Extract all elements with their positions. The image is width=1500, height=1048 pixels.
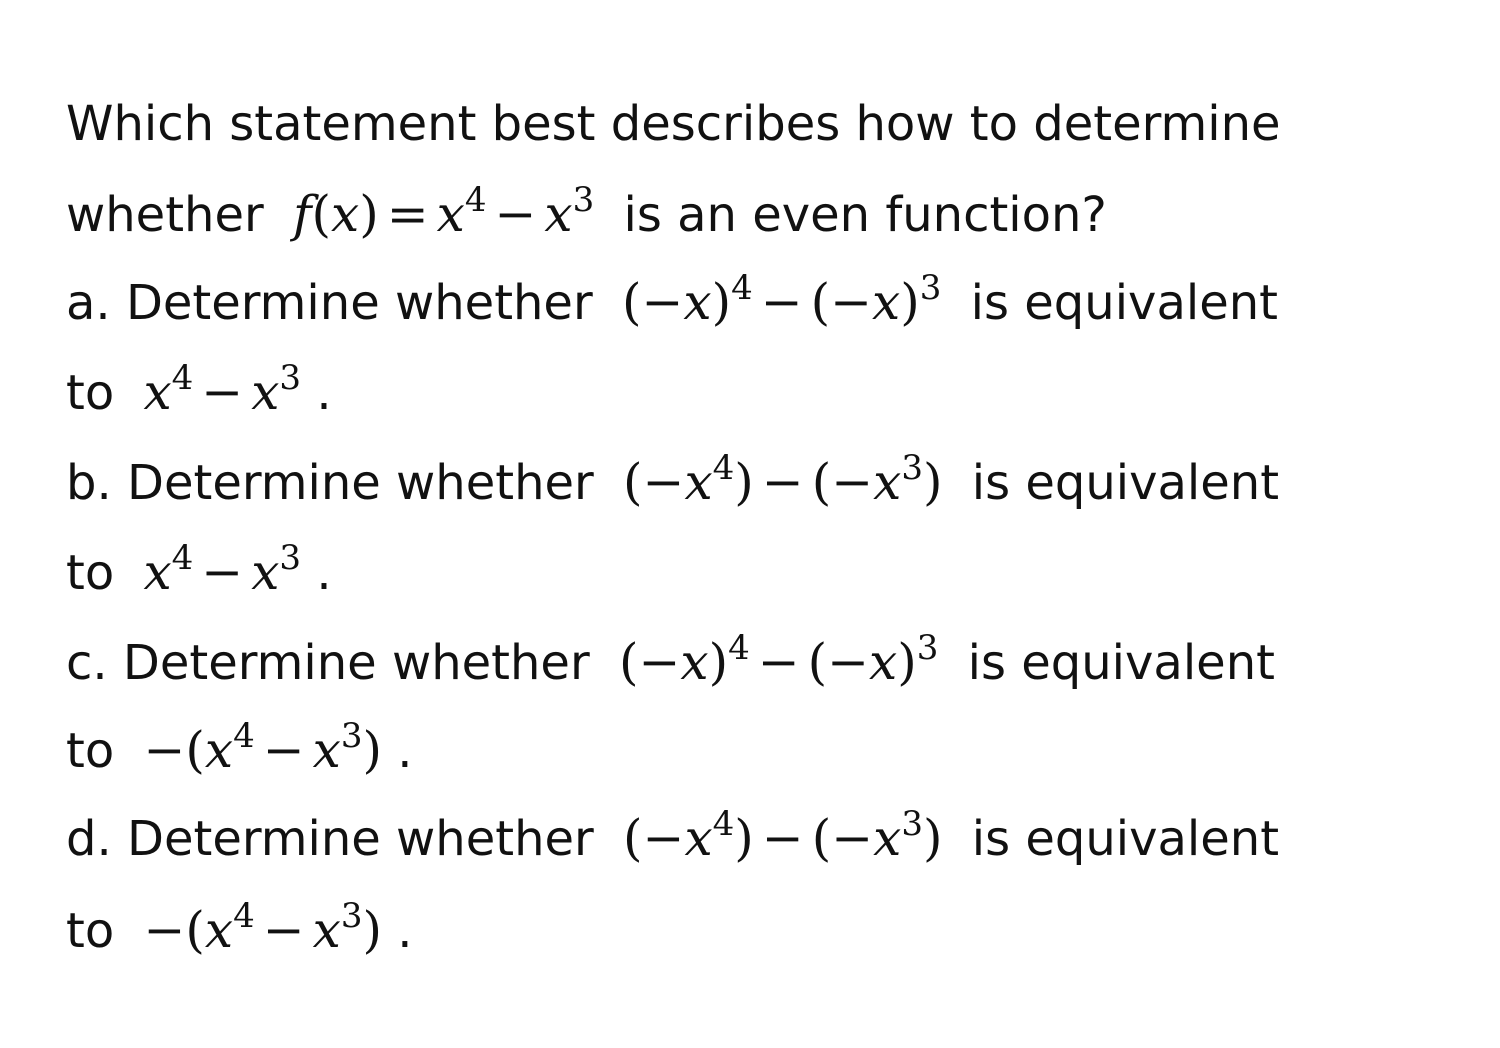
option-letter: d. [66,811,112,867]
option-text: is equivalent [970,275,1278,331]
option-expression: $-(x^4 - x^3)$ [143,896,382,959]
option-b-line-1[interactable] [66,450,1279,520]
option-text: is equivalent [971,811,1280,867]
option-d-line-1[interactable] [66,806,1279,876]
option-text: to [66,723,115,779]
option-text: Determine whether [127,811,594,867]
option-text: Determine whether [122,635,590,691]
option-letter: c. [66,635,108,691]
option-b-line-2[interactable] [66,540,332,610]
option-text: . [316,365,332,421]
option-text: . [316,545,332,601]
option-a-line-2[interactable] [66,360,332,430]
option-text: to [66,545,115,601]
option-c-line-2[interactable] [66,718,413,788]
question-text: whether [66,187,264,243]
question-line-2 [66,182,1107,252]
option-expression: $x^4 - x^3$ [143,358,302,421]
question-text: is an even function? [623,187,1107,243]
option-c-line-1[interactable] [66,630,1275,700]
question-line-1 [66,92,1281,156]
option-letter: a. [66,275,111,331]
option-text: is equivalent [967,635,1275,691]
option-expression: $x^4 - x^3$ [143,538,302,601]
question-text: Which statement best describes how to determine [66,96,1281,152]
option-text: . [397,903,413,959]
option-text: Determine whether [125,275,593,331]
option-expression: $(-x^4) - (-x^3)$ [623,448,943,511]
option-a-line-1[interactable] [66,270,1278,340]
option-text: to [66,365,115,421]
option-expression: $(-x^4) - (-x^3)$ [623,804,943,867]
option-text: . [397,723,413,779]
option-d-line-2[interactable] [66,898,413,968]
option-letter: b. [66,455,112,511]
option-expression: $(-x)^4 - (-x)^3$ [618,628,939,691]
option-text: Determine whether [127,455,594,511]
option-text: to [66,903,115,959]
function-definition: $f(x) = x^4 - x^3$ [292,180,595,243]
option-expression: $(-x)^4 - (-x)^3$ [621,268,942,331]
option-expression: $-(x^4 - x^3)$ [143,716,382,779]
option-text: is equivalent [971,455,1280,511]
